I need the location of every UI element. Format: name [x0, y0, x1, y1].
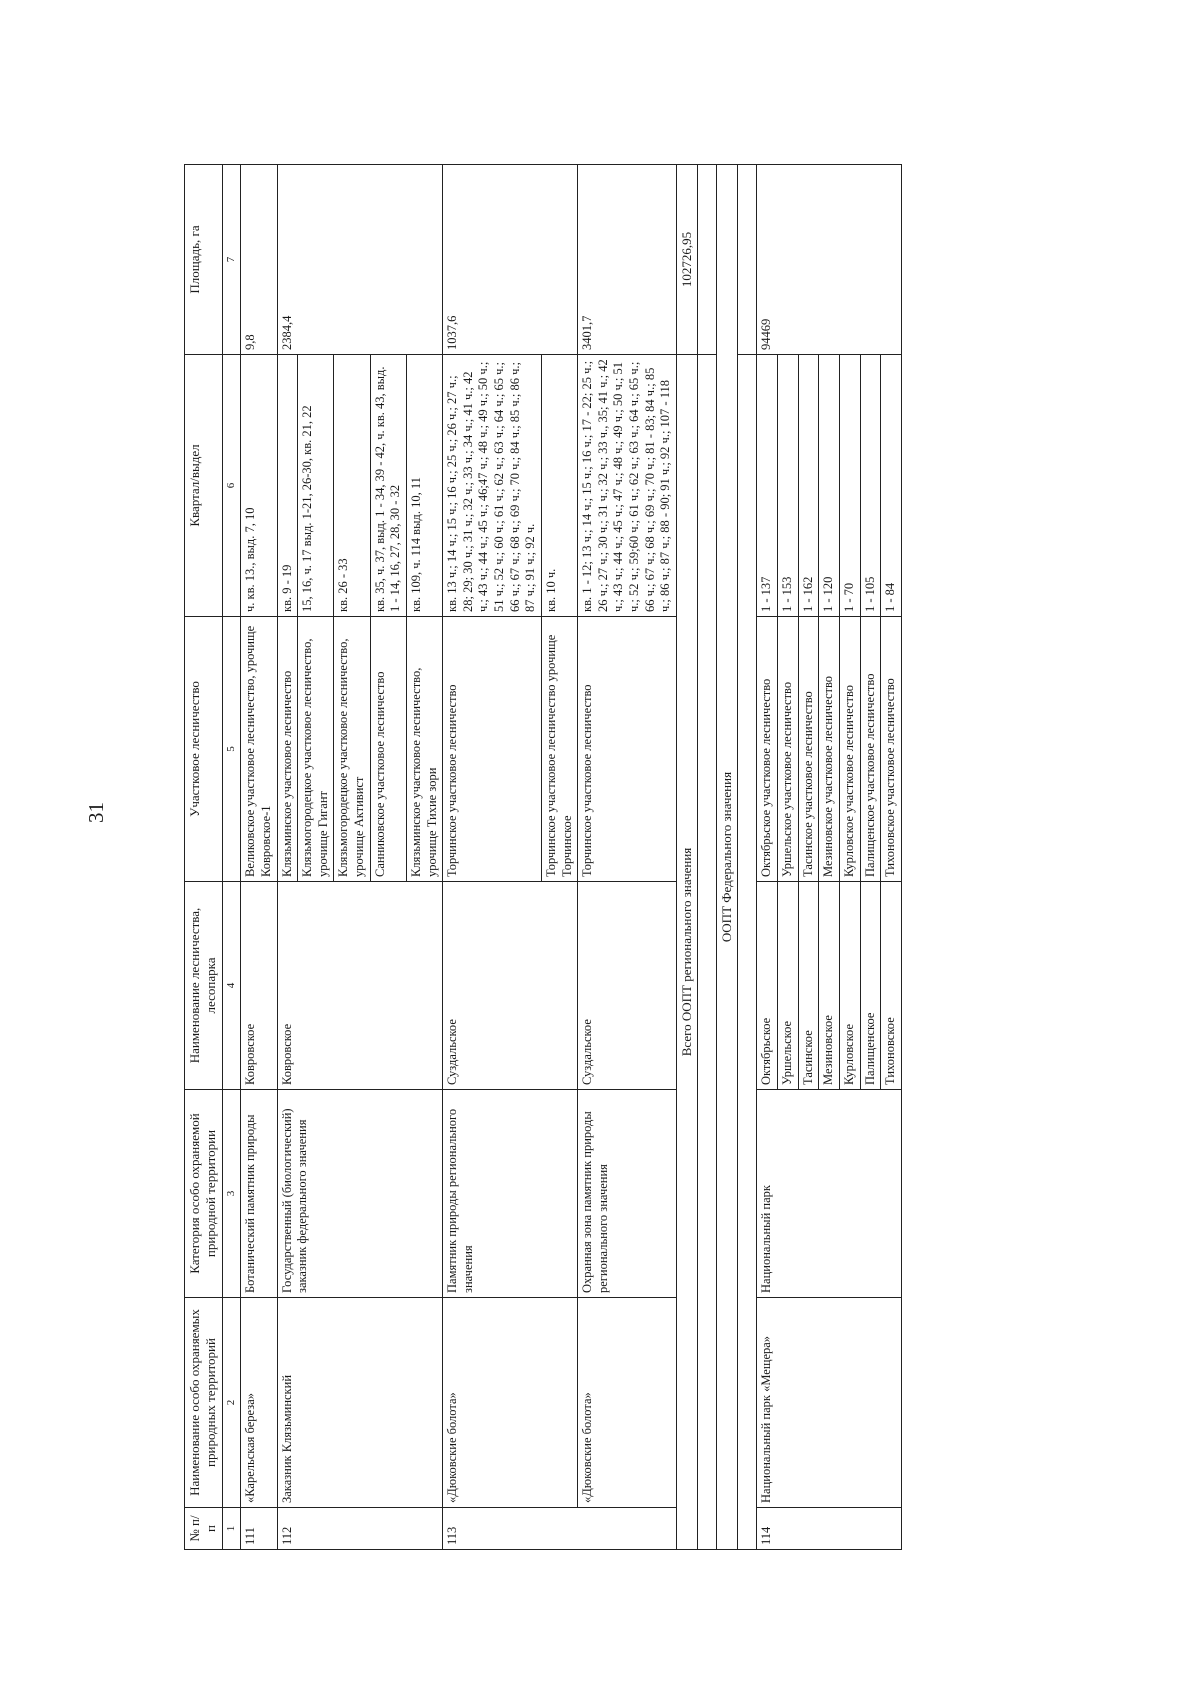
spacer-cell: [738, 355, 757, 1550]
header-cell: Квартал/выдел: [185, 355, 223, 617]
district-name: Клязьмогородецкое участковое лесничество, урочище Гигант: [298, 617, 334, 882]
table-row: [443, 165, 542, 1550]
spacer-row: [738, 165, 757, 1550]
row-number: 112: [277, 1508, 443, 1550]
row-number: 114: [757, 1508, 901, 1550]
quarter-value: кв. 9 - 19: [277, 355, 298, 617]
federal-section-row: [717, 165, 738, 1550]
column-number: 6: [222, 355, 241, 617]
header-cell: Участковое лесничество: [185, 617, 223, 882]
district-name: Санниковское участковое лесничество: [370, 617, 406, 882]
spacer-row: [698, 165, 717, 1550]
total-regional-row: [676, 165, 697, 1550]
row-number: 113: [443, 1508, 677, 1550]
quarter-value: 1 - 153: [778, 355, 799, 617]
federal-section-label: ООПТ Федерального значения: [717, 165, 738, 1550]
district-name: Уршельское участковое лесничество: [778, 617, 799, 882]
header-cell: Наименование лесничества, лесопарка: [185, 882, 223, 1090]
quarter-value: 1 - 120: [819, 355, 840, 617]
column-number: 1: [222, 1508, 241, 1550]
forestry-name: Тасинское: [798, 882, 819, 1090]
quarter-value: кв. 10 ч.: [541, 355, 577, 617]
district-name: Клязьмогородецкое участковое лесничество, урочище Активист: [334, 617, 370, 882]
forestry-name: Ковровское: [277, 882, 443, 1090]
district-name: Тихоновское участковое лесничество: [881, 617, 902, 882]
column-number: 4: [222, 882, 241, 1090]
protected-areas-table: [184, 164, 902, 1550]
area-name: «Дюковские болота»: [443, 1298, 578, 1508]
quarter-value: 1 - 137: [757, 355, 778, 617]
table-row: [757, 165, 778, 1550]
page-number: 31: [84, 802, 108, 823]
area-category: Охранная зона памятник природы регионального значения: [578, 1090, 677, 1298]
area-category: Ботанический памятник природы: [241, 1090, 277, 1298]
quarter-value: 1 - 70: [839, 355, 860, 617]
area-category: Национальный парк: [757, 1090, 901, 1298]
area-name: «Дюковские болота»: [578, 1298, 677, 1508]
spacer-cell: [698, 355, 717, 1550]
total-regional-label: Всего ООПТ регионального значения: [676, 355, 697, 1550]
column-number-row: [222, 165, 241, 1550]
district-name: Палищенское участковое лесничество: [860, 617, 881, 882]
header-row: [185, 165, 223, 1550]
header-cell: Категория особо охраняемой природной территории: [185, 1090, 223, 1298]
district-name: Мезиновское участковое лесничество: [819, 617, 840, 882]
area-name: Национальный парк «Мещера»: [757, 1298, 901, 1508]
header-cell: Наименование особо охраняемых природных территорий: [185, 1298, 223, 1508]
district-name: Торчинское участковое лесничество урочище Торчинское: [541, 617, 577, 882]
area-category: Памятник природы регионального значения: [443, 1090, 578, 1298]
area-category: Государственный (биологический) заказник федерального значения: [277, 1090, 443, 1298]
spacer-cell: [738, 165, 757, 355]
area-name: «Карельская береза»: [241, 1298, 277, 1508]
forestry-name: Уршельское: [778, 882, 799, 1090]
column-number: 2: [222, 1298, 241, 1508]
district-name: Клязьминское участковое лесничество, урочище Тихие зори: [406, 617, 442, 882]
table-row: [578, 165, 677, 1550]
quarter-value: 15, 16, ч. 17 выд. 1-21, 26-30, кв. 21, 22: [298, 355, 334, 617]
area-value: 3401,7: [578, 165, 677, 355]
forestry-name: Ковровское: [241, 882, 277, 1090]
forestry-name: Палищенское: [860, 882, 881, 1090]
district-name: Торчинское участковое лесничество: [578, 617, 677, 882]
district-name: Клязьминское участковое лесничество: [277, 617, 298, 882]
quarter-value: кв. 1 - 12; 13 ч.; 14 ч.; 15 ч.; 16 ч.; 17 - 22; 25 ч.; 26 ч.; 27 ч.; 30 ч.; 31 ч.; 32 ч.; 33 ч., 35; 41 ч.; 42 ч.; 43 ч.; 44 ч.; 45 ч.; 47 ч.; 48 ч.; 49 ч.; 50 ч.; 51 ч.; 52 ч.; 59;60 ч.; 61 ч.; 62 ч.; 63 ч.; 64 ч.; 65 ч.; 66 ч.; 67 ч.; 68 ч.; 69 ч.; 70 ч.; 81 - 83; 84 ч.; 85 ч.; 86 ч.; 87 ч.; 88 - 90; 91 ч.; 92 ч.; 107 - 118: [578, 355, 677, 617]
quarter-value: 1 - 84: [881, 355, 902, 617]
quarter-value: кв. 26 - 33: [334, 355, 370, 617]
total-regional-area: 102726,95: [676, 165, 697, 355]
forestry-name: Суздальское: [443, 882, 578, 1090]
quarter-value: кв. 109, ч. 114 выд. 10, 11: [406, 355, 442, 617]
quarter-value: кв. 13 ч.; 14 ч.; 15 ч.; 16 ч.; 25 ч.; 26 ч.; 27 ч.; 28; 29; 30 ч.; 31 ч.; 32 ч.; 33 ч.; 34 ч.; 41 ч.; 42 ч.; 43 ч.; 44 ч.; 45 ч.; 46;47 ч.; 48 ч.; 49 ч.; 50 ч.; 51 ч.; 52 ч.; 60 ч.; 61 ч.; 62 ч.; 63 ч.; 64 ч.; 65 ч.; 66 ч.; 67 ч.; 68 ч.; 69 ч.; 70 ч.; 84 ч.; 85 ч.; 86 ч.; 87 ч.; 91 ч.; 92 ч.: [443, 355, 542, 617]
district-name: Октябрьское участковое лесничество: [757, 617, 778, 882]
area-value: 9,8: [241, 165, 277, 355]
district-name: Тасинское участковое лесничество: [798, 617, 819, 882]
quarter-value: 1 - 162: [798, 355, 819, 617]
column-number: 5: [222, 617, 241, 882]
area-value: 2384,4: [277, 165, 443, 355]
forestry-name: Октябрьское: [757, 882, 778, 1090]
table-row: [241, 165, 277, 1550]
area-value: 94469: [757, 165, 901, 355]
column-number: 3: [222, 1090, 241, 1298]
header-cell: Площадь, га: [185, 165, 223, 355]
quarter-value: кв. 35, ч. 37, выд. 1 - 34, 39 - 42, ч. кв. 43, выд. 1 - 14, 16, 27, 28, 30 - 32: [370, 355, 406, 617]
rotated-sheet: [184, 165, 1056, 1550]
district-name: Великовское участковое лесничество, урочище Ковровское-1: [241, 617, 277, 882]
column-number: 7: [222, 165, 241, 355]
area-value: 1037,6: [443, 165, 578, 355]
table-row: [277, 165, 298, 1550]
quarter-value: 1 - 105: [860, 355, 881, 617]
quarter-value: ч. кв. 13., выд. 7, 10: [241, 355, 277, 617]
forestry-name: Курловское: [839, 882, 860, 1090]
district-name: Курловское участковое лесничество: [839, 617, 860, 882]
forestry-name: Тихоновское: [881, 882, 902, 1090]
header-cell: № п/п: [185, 1508, 223, 1550]
area-name: Заказник Клязьминский: [277, 1298, 443, 1508]
forestry-name: Мезиновское: [819, 882, 840, 1090]
spacer-cell: [698, 165, 717, 355]
district-name: Торчинское участковое лесничество: [443, 617, 542, 882]
forestry-name: Суздальское: [578, 882, 677, 1090]
row-number: 111: [241, 1508, 277, 1550]
